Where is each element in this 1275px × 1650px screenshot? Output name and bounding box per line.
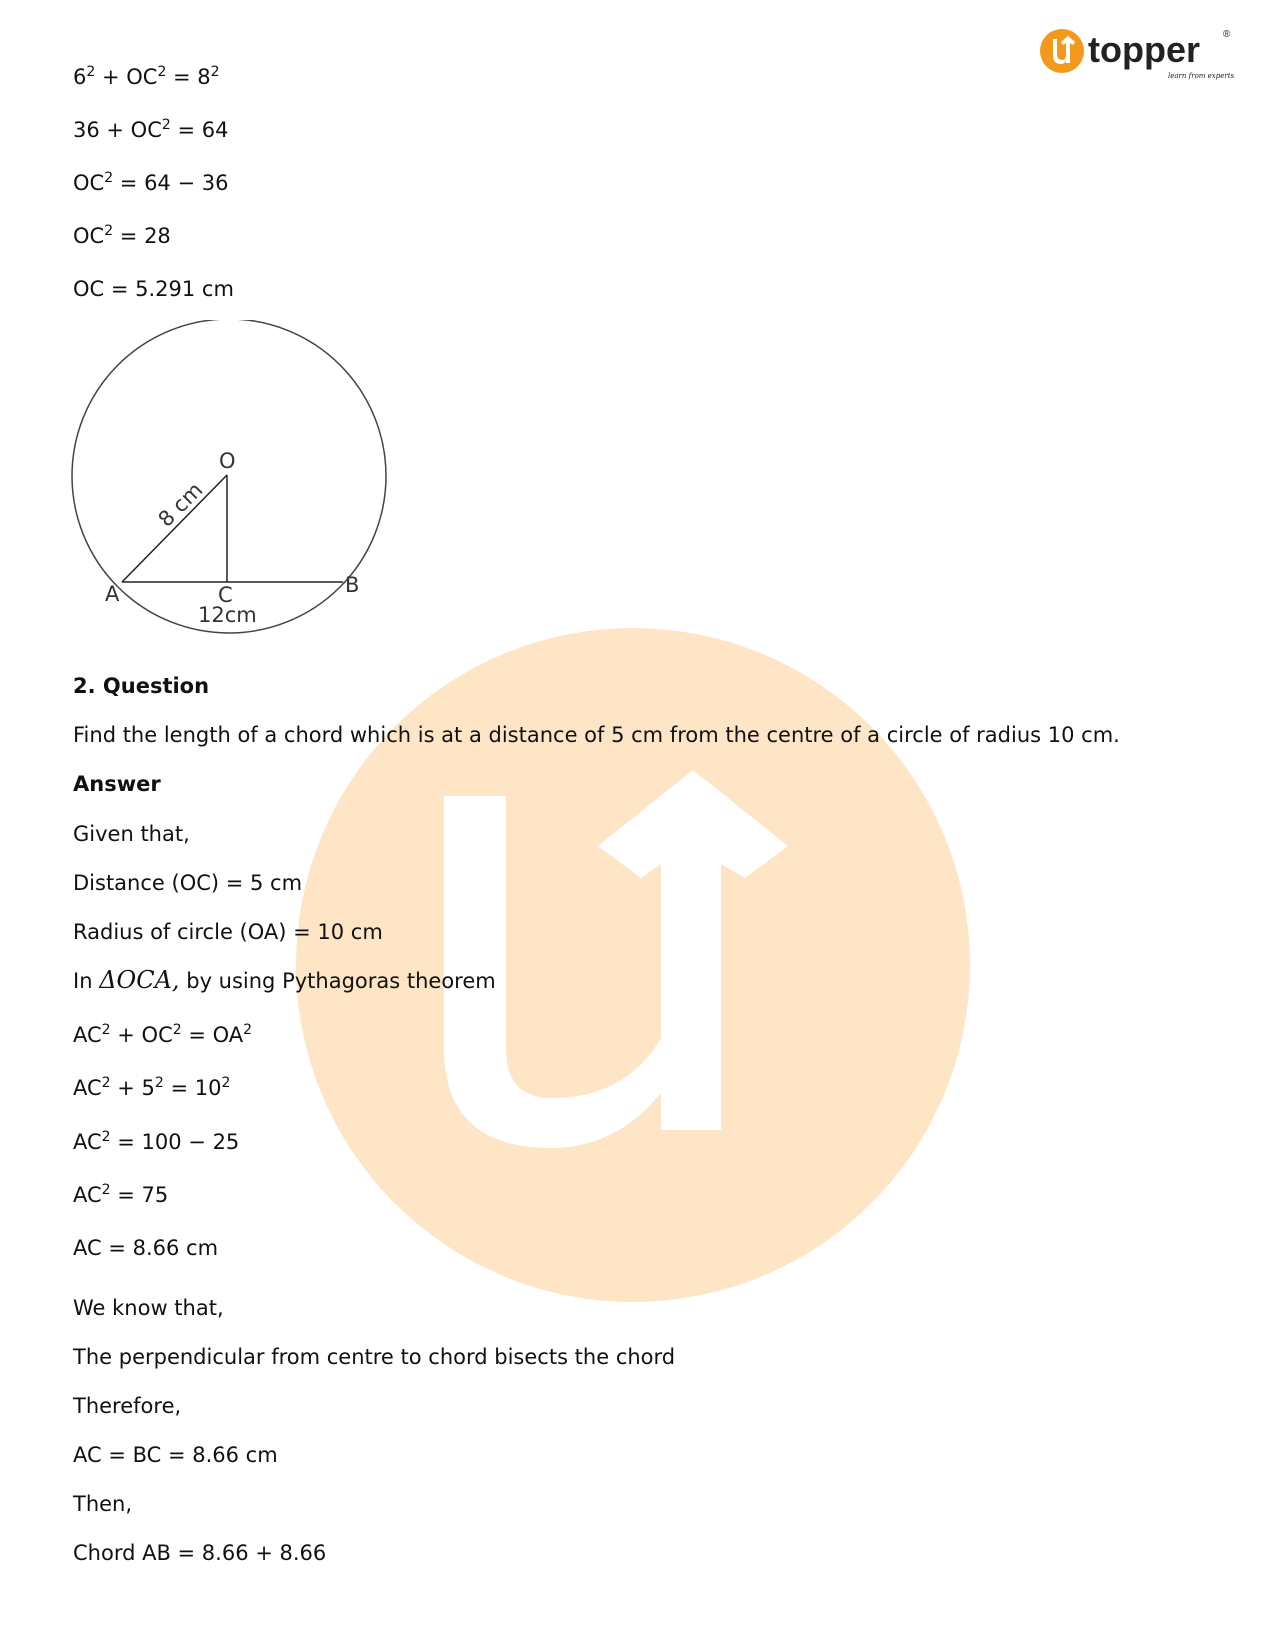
logo-wordmark: topper	[1088, 29, 1200, 70]
superscript: 2	[104, 223, 114, 239]
logo-registered: ®	[1223, 29, 1231, 40]
distance-text: Distance (OC) = 5 cm	[73, 871, 303, 895]
therefore-text: Therefore,	[73, 1394, 182, 1418]
question-text: Find the length of a chord which is at a distance of 5 cm from the centre of a circle of radius 10 cm.	[73, 723, 1120, 747]
equation-text: AC	[73, 1130, 102, 1154]
equation-text: = 64	[170, 118, 229, 142]
equation-line	[73, 63, 220, 91]
label-radius: 8 cm	[153, 477, 208, 532]
given-text: Given that,	[73, 822, 190, 846]
equation-text: + OC	[110, 1023, 173, 1047]
equation-text: = 75	[110, 1183, 169, 1207]
equation-line	[73, 1128, 239, 1156]
superscript: 2	[221, 1075, 231, 1091]
equation-text: + OC	[95, 65, 158, 89]
superscript: 2	[210, 64, 220, 80]
topper-logo	[1040, 24, 1240, 90]
equation-text: 36 + OC	[73, 118, 162, 142]
superscript: 2	[157, 64, 167, 80]
equation-text: = 8	[166, 65, 211, 89]
superscript: 2	[86, 64, 96, 80]
in-prefix: In	[73, 969, 93, 993]
equation-text: AC	[73, 1076, 102, 1100]
answer-heading: Answer	[73, 772, 161, 796]
ac-bc-text: AC = BC = 8.66 cm	[73, 1443, 278, 1467]
equation-line	[73, 1021, 252, 1049]
triangle-ocа: ΔOCA,	[99, 966, 180, 994]
equation-line	[73, 169, 228, 197]
radius-oa	[122, 475, 227, 582]
pythagoras-line	[73, 966, 496, 995]
label-c: C	[218, 583, 233, 607]
equation-text: OC	[73, 171, 105, 195]
superscript: 2	[243, 1022, 253, 1038]
label-chord: 12cm	[198, 603, 257, 627]
radius-text: Radius of circle (OA) = 10 cm	[73, 920, 383, 944]
equation-line	[73, 1234, 218, 1262]
equation-line	[73, 1181, 168, 1209]
superscript: 2	[101, 1182, 111, 1198]
superscript: 2	[101, 1075, 111, 1091]
logo-tagline: learn from experts	[1168, 72, 1235, 80]
equation-text: = 28	[113, 224, 171, 248]
then-text: Then,	[73, 1492, 133, 1516]
equation-line	[73, 275, 234, 303]
circle-diagram	[61, 320, 421, 670]
equation-line	[73, 222, 171, 250]
superscript: 2	[172, 1022, 182, 1038]
chord-text: Chord AB = 8.66 + 8.66	[73, 1541, 327, 1565]
equation-text: AC	[73, 1023, 102, 1047]
superscript: 2	[104, 170, 114, 186]
equation-text: AC	[73, 1183, 102, 1207]
equation-text: 6	[73, 65, 87, 89]
equation-text: = 64 − 36	[113, 171, 229, 195]
equation-text: AC = 8.66 cm	[73, 1236, 219, 1260]
superscript: 2	[101, 1129, 111, 1145]
label-a: A	[105, 582, 120, 606]
label-o: O	[219, 449, 236, 473]
superscript: 2	[161, 117, 171, 133]
equation-text: OC	[73, 224, 105, 248]
in-suffix: by using Pythagoras theorem	[186, 969, 496, 993]
question-heading: 2. Question	[73, 674, 210, 698]
equation-line	[73, 116, 228, 144]
superscript: 2	[154, 1075, 164, 1091]
equation-text: + 5	[110, 1076, 155, 1100]
perpendicular-text: The perpendicular from centre to chord bisects the chord	[73, 1345, 676, 1369]
superscript: 2	[101, 1022, 111, 1038]
equation-line	[73, 1074, 230, 1102]
label-b: B	[345, 573, 360, 597]
we-know-text: We know that,	[73, 1296, 224, 1320]
equation-text: = 10	[163, 1076, 222, 1100]
equation-text: = 100 − 25	[110, 1130, 240, 1154]
equation-text: = OA	[181, 1023, 244, 1047]
equation-text: OC = 5.291 cm	[73, 277, 234, 301]
